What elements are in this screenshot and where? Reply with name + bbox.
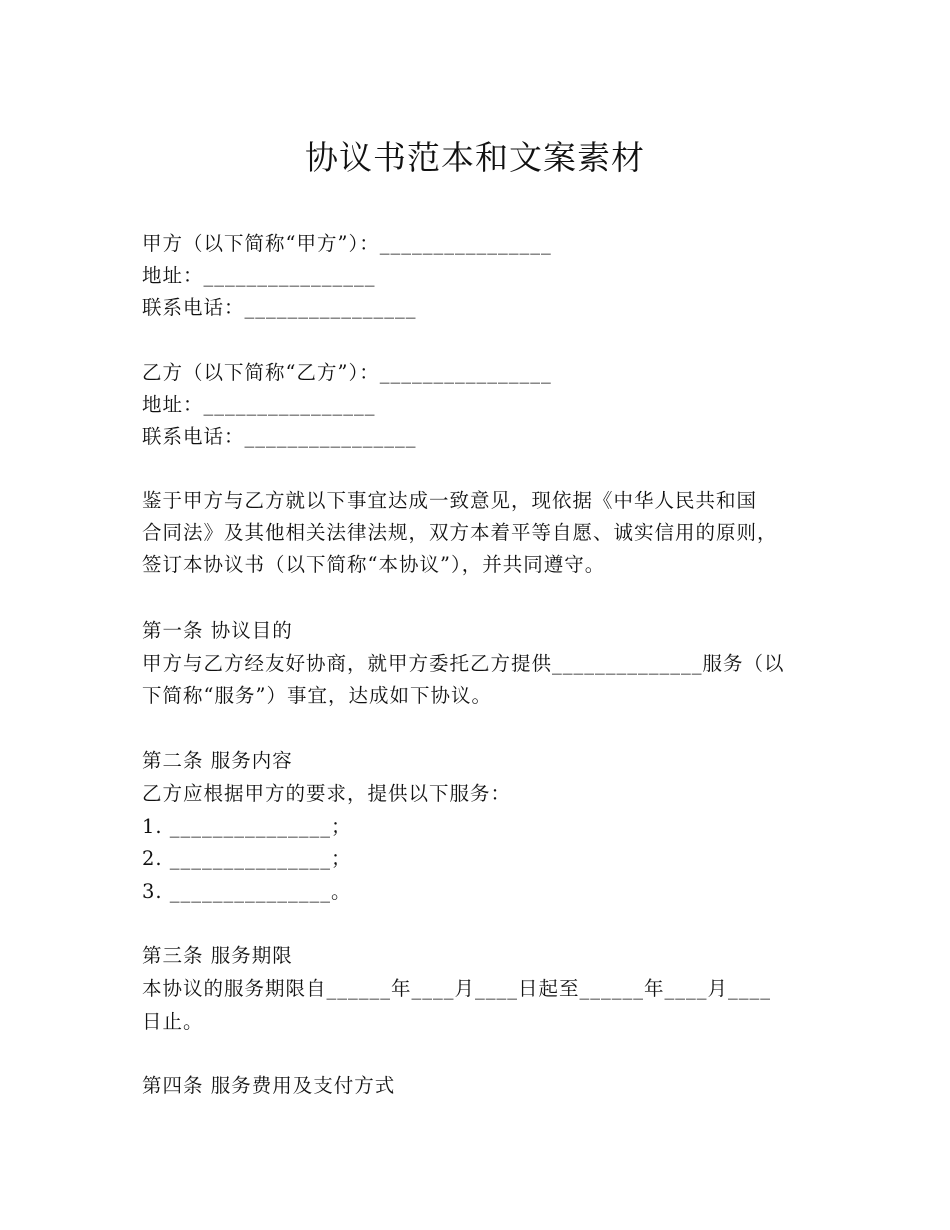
article2-heading: 第二条 服务内容 <box>142 749 293 772</box>
party-b-phone-line: 联系电话：________________ <box>142 425 417 448</box>
article3-line: 本协议的服务期限自______年____月____日起至______年____月____ <box>142 977 772 1000</box>
party-a-name-line: 甲方（以下简称“甲方”）：________________ <box>142 232 552 255</box>
article1-line: 下简称“服务”）事宜，达成如下协议。 <box>142 684 492 707</box>
party-b-address-line: 地址：________________ <box>142 393 376 416</box>
article1-line: 甲方与乙方经友好协商，就甲方委托乙方提供______________服务（以 <box>142 652 785 675</box>
preamble-line: 签订本协议书（以下简称“本协议”），并共同遵守。 <box>142 553 606 576</box>
party-b-name-line: 乙方（以下简称“乙方”）：________________ <box>142 361 552 384</box>
party-a-address-line: 地址：________________ <box>142 264 376 287</box>
article2-intro: 乙方应根据甲方的要求，提供以下服务： <box>142 782 512 805</box>
preamble-line: 鉴于甲方与乙方就以下事宜达成一致意见，现依据《中华人民共和国 <box>142 489 758 512</box>
article4-heading: 第四条 服务费用及支付方式 <box>142 1074 396 1097</box>
preamble-line: 合同法》及其他相关法律法规，双方本着平等自愿、诚实信用的原则， <box>142 521 778 544</box>
article2-list-item: 1. _______________； <box>142 815 352 838</box>
article1-heading: 第一条 协议目的 <box>142 619 293 642</box>
article2-list-item: 3. _______________。 <box>142 880 352 903</box>
article2-list-item: 2. _______________； <box>142 847 352 870</box>
document-title: 协议书范本和文案素材 <box>305 138 645 177</box>
article3-heading: 第三条 服务期限 <box>142 944 293 967</box>
party-a-phone-line: 联系电话：________________ <box>142 296 417 319</box>
article3-line: 日止。 <box>142 1010 204 1033</box>
